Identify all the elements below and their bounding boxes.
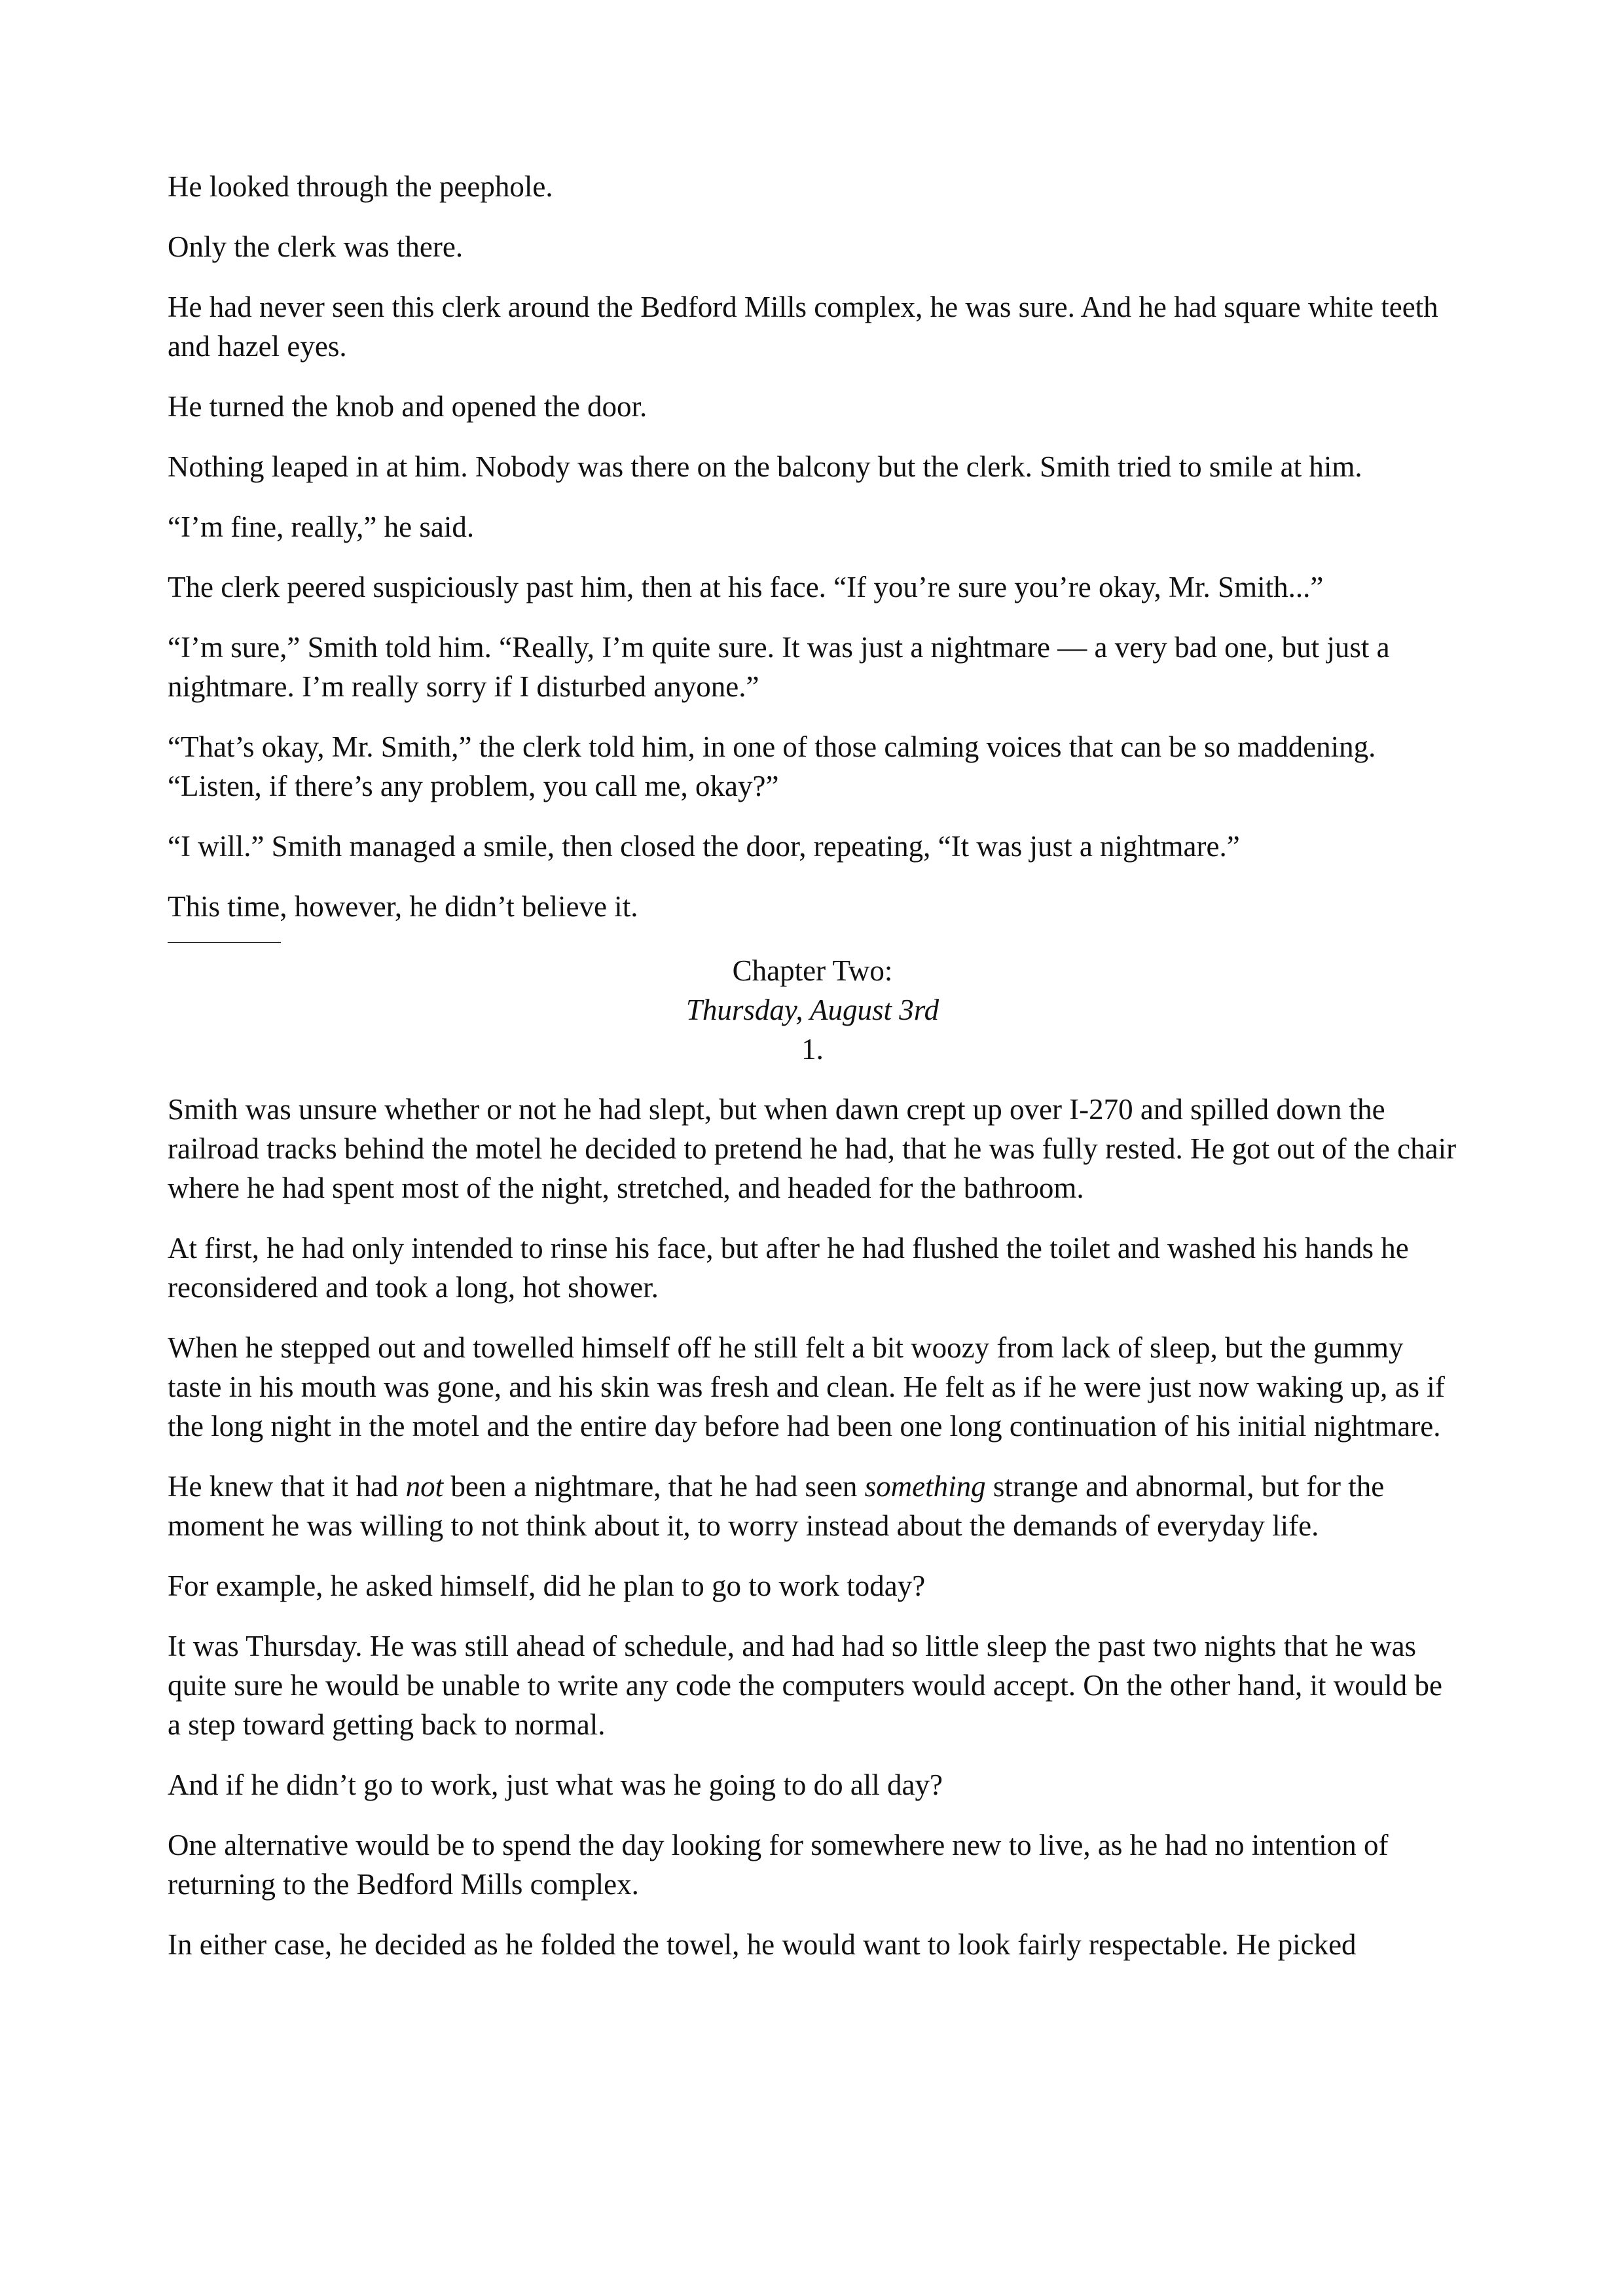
paragraph: This time, however, he didn’t believe it. [168,890,638,923]
paragraph: And if he didn’t go to work, just what was he going to do all day? [168,1768,943,1801]
paragraph: It was Thursday. He was still ahead of schedule, and had had so little sleep the past two nights that he was quite sure he would be unable to write any code the computers would accept. On the other hand, it would be a step toward getting back to normal. [168,1630,1442,1741]
paragraph: Nothing leaped in at him. Nobody was there on the balcony but the clerk. Smith tried to smile at him. [168,450,1362,483]
paragraph: He turned the knob and opened the door. [168,390,647,423]
paragraph: “I’m sure,” Smith told him. “Really, I’m quite sure. It was just a nightmare — a very bad one, but just a nightmare. I’m really sorry if I disturbed anyone.” [168,631,1390,703]
paragraph: “I will.” Smith managed a smile, then closed the door, repeating, “It was just a nightmare.” [168,830,1240,863]
paragraph: Smith was unsure whether or not he had slept, but when dawn crept up over I-270 and spilled down the railroad tracks behind the motel he decided to pretend he had, that he was fully rested. He got out of the chair where he had spent most of the night, stretched, and headed for the bathroom. [168,1093,1457,1204]
section-divider [168,942,281,943]
text-run: He knew that it had [168,1470,406,1503]
paragraph: When he stepped out and towelled himself off he still felt a bit woozy from lack of sleep, but the gummy taste in his mouth was gone, and his skin was fresh and clean. He felt as if he were just now waking up, as if the long night in the motel and the entire day before had been one long continuation of his initial nightmare. [168,1331,1445,1443]
paragraph: Only the clerk was there. [168,230,464,263]
paragraph: In either case, he decided as he folded the towel, he would want to look fairly respectable. He picked [168,1928,1357,1961]
document-page [168,167,1457,1985]
emphasis-text: something [864,1470,986,1503]
text-run: been a nightmare, that he had seen [443,1470,865,1503]
paragraph: At first, he had only intended to rinse his face, but after he had flushed the toilet and washed his hands he reconsidered and took a long, hot shower. [168,1232,1409,1304]
paragraph: “That’s okay, Mr. Smith,” the clerk told him, in one of those calming voices that can be so maddening. “Listen, if there’s any problem, you call me, okay?” [168,730,1376,802]
paragraph [168,1467,1457,1545]
chapter-heading [168,951,1457,1069]
paragraph: The clerk peered suspiciously past him, then at his face. “If you’re sure you’re okay, Mr. Smith...” [168,571,1324,603]
paragraph: One alternative would be to spend the day looking for somewhere new to live, as he had no intention of returning to the Bedford Mills complex. [168,1829,1389,1901]
chapter-title: Chapter Two: [732,954,893,987]
paragraph: He had never seen this clerk around the Bedford Mills complex, he was sure. And he had square white teeth and hazel eyes. [168,291,1438,363]
text-run: strange and abnormal, but for the moment he was willing to not think about it, to worry instead about the demands of everyday life. [168,1470,1385,1542]
section-number: 1. [801,1033,824,1066]
paragraph: He looked through the peephole. [168,170,553,203]
paragraph: “I’m fine, really,” he said. [168,511,475,543]
emphasis-text: not [405,1470,444,1503]
chapter-date: Thursday, August 3rd [685,994,939,1026]
paragraph: For example, he asked himself, did he plan to go to work today? [168,1570,926,1602]
